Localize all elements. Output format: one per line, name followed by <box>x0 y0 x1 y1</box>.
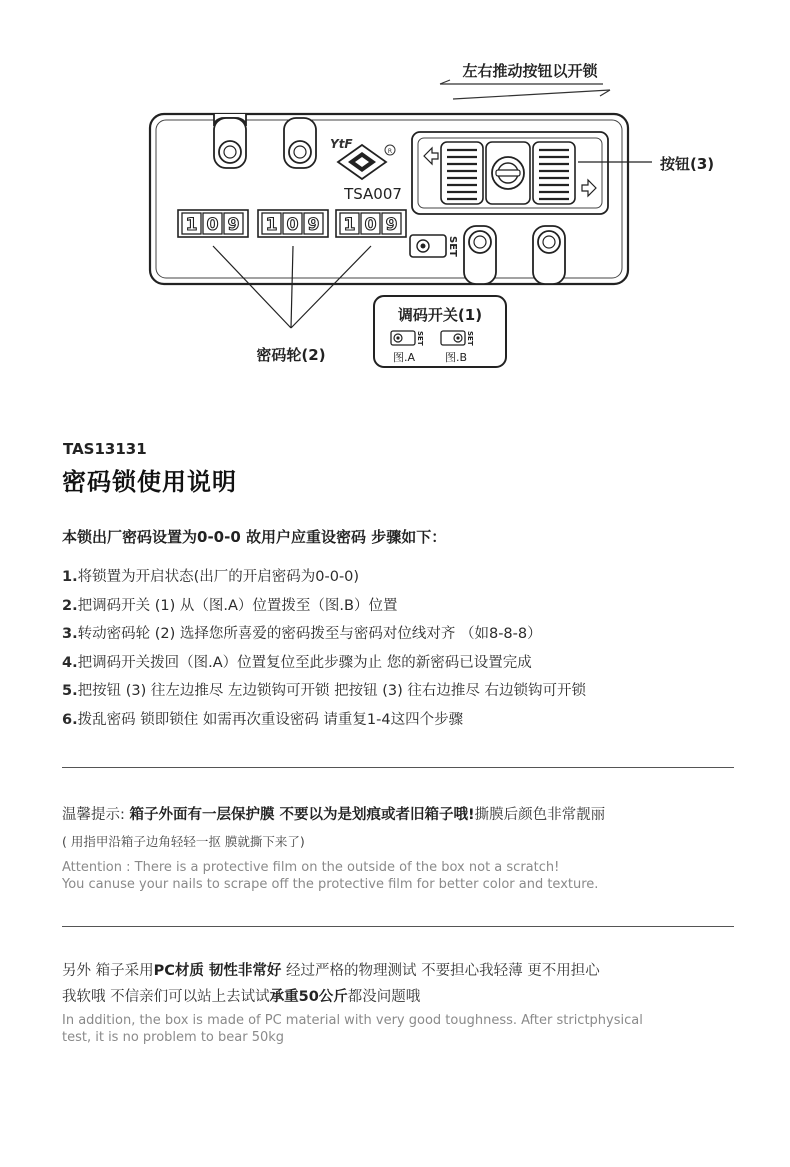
wheel-digit: 9 <box>385 215 398 235</box>
divider <box>62 767 734 768</box>
material-text <box>62 958 600 1010</box>
push-instruction-label: 左右推动按钮以开锁 <box>462 62 598 80</box>
step-text: 把调码开关拨回（图.A）位置复位至此步骤为止 您的新密码已设置完成 <box>77 654 532 671</box>
combination-wheel <box>258 210 328 237</box>
step-number: 2. <box>62 597 78 614</box>
tip-prefix: 温馨提示: <box>62 807 130 823</box>
wheels-label: 密码轮(2) <box>256 346 326 364</box>
set-label-b: SET <box>466 331 474 346</box>
tip-text <box>62 803 605 824</box>
step-item <box>62 563 586 592</box>
switch-label: 调码开关(1) <box>397 306 483 324</box>
tip-suffix: 撕膜后颜色非常靓丽 <box>474 807 606 823</box>
step-item <box>62 649 586 678</box>
material-english-line-1: In addition, the box is made of PC material with very good toughness. After strictphysical <box>62 1013 643 1028</box>
material-text-bold: 承重50公斤 <box>269 989 348 1005</box>
page-title: 密码锁使用说明 <box>62 468 237 496</box>
material-text-part: 我软哦 不信亲们可以站上去试试 <box>62 989 270 1005</box>
wheel-digit: 0 <box>286 215 299 235</box>
shackle-lug-bottom-right <box>533 226 565 284</box>
tsa-code: TSA007 <box>344 185 402 203</box>
step-item <box>62 706 586 735</box>
step-text: 把调码开关 (1) 从（图.A）位置拨至（图.B）位置 <box>77 597 398 614</box>
step-number: 6. <box>62 711 78 728</box>
step-text: 转动密码轮 (2) 选择您所喜爱的密码拨至与密码对位线对齐 （如8-8-8） <box>77 626 542 642</box>
brand-mark: YtF <box>330 137 353 151</box>
switch-legend <box>374 296 506 367</box>
reset-switch <box>410 235 458 257</box>
set-label: SET <box>447 236 458 257</box>
combination-wheel <box>178 210 248 237</box>
wheel-digit: 1 <box>343 215 356 235</box>
material-english-line-2: test, it is no problem to bear 50kg <box>62 1030 285 1045</box>
unlock-button <box>412 132 608 214</box>
step-item <box>62 620 586 649</box>
tip-subtext: ( 用指甲沿箱子边角轻轻一抠 膜就撕下来了) <box>62 834 305 849</box>
step-text: 将锁置为开启状态(出厂的开启密码为0-0-0) <box>77 569 360 585</box>
set-label-a: SET <box>416 331 424 346</box>
step-number: 4. <box>62 654 78 671</box>
material-text-part: 经过严格的物理测试 不要担心我轻薄 更不用担心 <box>281 963 600 979</box>
wheel-digit: 0 <box>206 215 219 235</box>
wheel-digit: 9 <box>227 215 240 235</box>
fig-b-label: 图.B <box>444 351 468 364</box>
step-number: 1. <box>62 569 78 585</box>
material-text-part: 另外 箱子采用 <box>62 963 154 979</box>
combination-wheel <box>336 210 406 237</box>
combination-wheels <box>178 210 406 237</box>
wheel-digit: 0 <box>364 215 377 235</box>
shackle-lug-top-left <box>214 114 246 168</box>
step-text: 把按钮 (3) 往左边推尽 左边锁钩可开锁 把按钮 (3) 往右边推尽 右边锁钩可开锁 <box>77 683 586 699</box>
tip-english-line-1: Attention : There is a protective film on the outside of the box not a scratch! <box>62 860 560 875</box>
step-number: 3. <box>62 626 78 642</box>
wheel-digit: 1 <box>185 215 198 235</box>
shackle-lug-top-right <box>284 118 316 168</box>
lock-diagram <box>0 0 790 400</box>
material-text-part: 都没问题哦 <box>347 989 421 1005</box>
wheel-digit: 9 <box>307 215 320 235</box>
tip-english-line-2: You canuse your nails to scrape off the protective film for better color and texture. <box>62 877 599 892</box>
push-direction-arrow <box>440 80 610 99</box>
divider <box>62 926 734 927</box>
intro-text: 本锁出厂密码设置为0-0-0 故用户应重设密码 步骤如下： <box>62 528 447 546</box>
step-item <box>62 677 586 706</box>
step-text: 拨乱密码 锁即锁住 如需再次重设密码 请重复1-4这四个步骤 <box>77 711 464 728</box>
shackle-lug-bottom-left <box>464 226 496 284</box>
wheel-digit: 1 <box>265 215 278 235</box>
fig-a-label: 图.A <box>392 351 416 364</box>
button-label: 按钮(3) <box>660 155 715 173</box>
model-number: TAS13131 <box>63 440 147 458</box>
step-item <box>62 592 586 621</box>
registered-mark: R <box>387 148 393 155</box>
step-number: 5. <box>62 683 78 699</box>
tip-bold: 箱子外面有一层保护膜 不要以为是划痕或者旧箱子哦! <box>129 807 475 823</box>
material-text-bold: PC材质 韧性非常好 <box>153 963 282 979</box>
steps-list <box>62 563 586 734</box>
